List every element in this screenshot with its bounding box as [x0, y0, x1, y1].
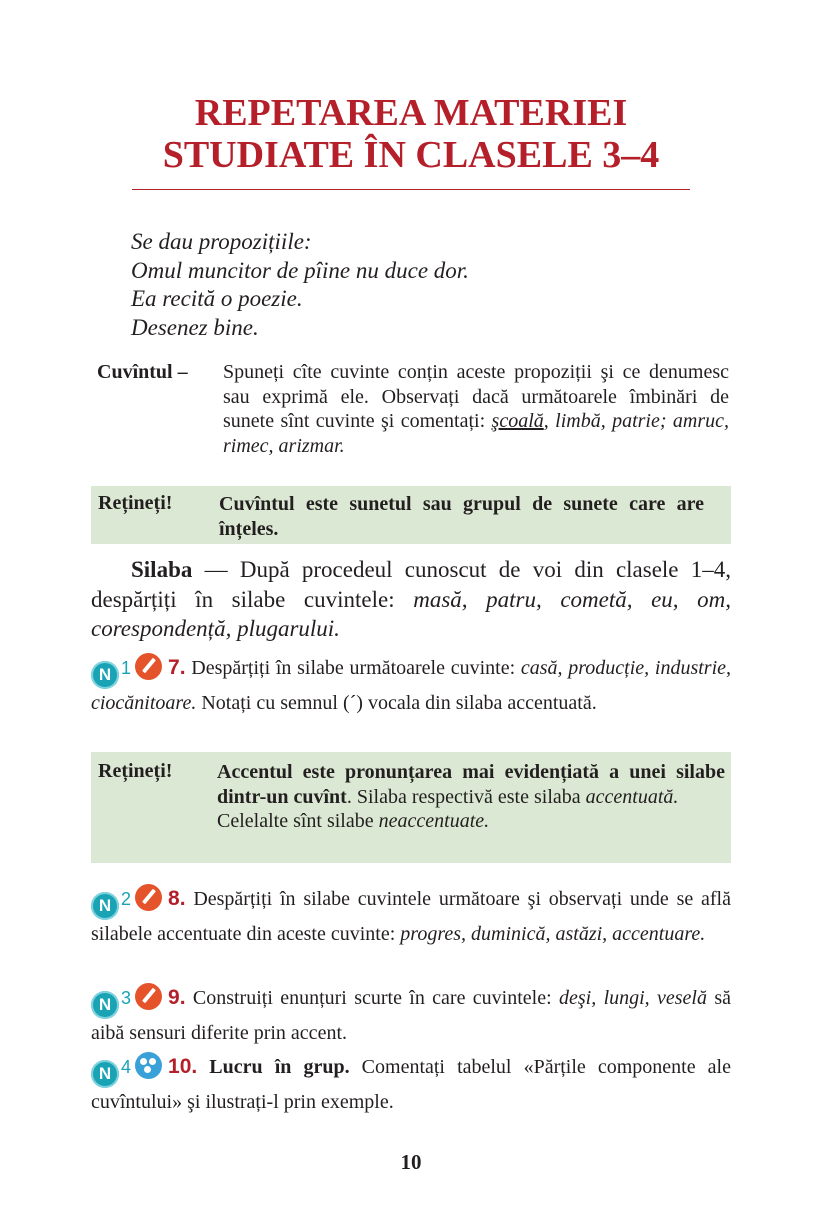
- n-level-icon: N: [91, 1060, 119, 1088]
- remember-text: [217, 760, 725, 834]
- exercise-text: Comentați tabelul «Părțile componente ale cuvîntului» şi ilustrați-l prin exemple.: [91, 1056, 731, 1113]
- group-work-label: Lucru în grup.: [197, 1056, 350, 1078]
- pencil-icon: [135, 884, 162, 911]
- exercise-8: [91, 884, 731, 949]
- unaccent-term: neaccentuate.: [378, 810, 490, 832]
- page-title: [0, 92, 822, 176]
- silaba-text: — După procedeul cunoscut de voi din clasele 1–4, despărțiți în silabe cuvintele:: [91, 557, 731, 612]
- remember-box-1: [91, 486, 731, 544]
- n-level-icon: N: [91, 892, 119, 920]
- word-section-label: Cuvîntul –: [97, 361, 188, 383]
- remember-box-2: [91, 752, 731, 863]
- exercise-number: 8.: [168, 887, 186, 910]
- exercise-7: [91, 653, 731, 718]
- given-sentence: Ea recită o poezie.: [131, 286, 303, 311]
- exercise-text: să aibă sensuri diferite prin accent.: [91, 987, 731, 1044]
- underlined-example: şcoală: [491, 410, 544, 432]
- exercise-number: 9.: [168, 986, 186, 1009]
- given-sentences: [131, 228, 469, 342]
- exercise-text: Construiți enunțuri scurte în care cuvintele:: [185, 987, 560, 1009]
- remember-text-part: . Silaba respectivă este silaba: [346, 785, 586, 808]
- pencil-icon: [135, 983, 162, 1010]
- pencil-icon: [135, 653, 162, 680]
- exercise-words: deşi, lungi, veselă: [559, 987, 707, 1009]
- given-sentence: Omul muncitor de pîine nu duce dor.: [131, 257, 469, 283]
- n-level-icon: N: [91, 661, 119, 689]
- word-section-instructions: Spuneți cîte cuvinte conțin aceste propoziții şi ce denumesc sau exprimă ele. Observați dacă următoarele îmbinări de sunete sînt cuvinte şi comentați:: [223, 361, 729, 432]
- level-number: 1: [121, 658, 132, 678]
- silaba-term: Silaba: [131, 557, 193, 582]
- word-section-text: [223, 360, 729, 458]
- title-line-2: STUDIATE ÎN CLASELE 3–4: [162, 134, 660, 176]
- silaba-paragraph: [91, 555, 731, 644]
- exercise-words: casă, producție, industrie, ciocănitoare.: [91, 657, 732, 714]
- remember-text-part: Celelalte sînt silabe: [217, 810, 379, 832]
- remember-text: Cuvîntul este sunetul sau grupul de sunete care are înțeles.: [219, 493, 704, 540]
- exercise-number: 7.: [168, 656, 186, 679]
- exercise-text: Despărțiți în silabe cuvintele următoare şi observați unde se află silabele accentuate din aceste cuvinte:: [91, 888, 731, 945]
- accent-definition: Accentul este pronunțarea mai evidențiată a unei silabe dintr-un cuvînt: [217, 761, 725, 808]
- exercise-10: [91, 1052, 731, 1117]
- n-level-icon: N: [91, 991, 119, 1019]
- remember-label: Rețineți!: [98, 492, 173, 514]
- level-number: 3: [121, 988, 132, 1008]
- level-number: 4: [121, 1057, 132, 1077]
- exercise-number: 10.: [168, 1055, 198, 1078]
- exercise-9: [91, 983, 731, 1048]
- title-line-1: REPETAREA MATERIEI: [194, 92, 628, 134]
- exercise-words: progres, duminică, astăzi, accentuare.: [400, 923, 706, 945]
- silaba-words: masă, patru, cometă, eu, om, corespondență, plugarului.: [91, 586, 732, 641]
- given-intro: Se dau propozițiile:: [131, 229, 312, 254]
- level-number: 2: [121, 889, 132, 909]
- remember-label: Rețineți!: [98, 760, 173, 782]
- word-examples: , limbă, patrie; amruc, rimec, arizmar.: [223, 410, 729, 457]
- title-underline: [132, 189, 690, 190]
- page-number: 10: [400, 1150, 422, 1174]
- exercise-text: Despărțiți în silabe următoarele cuvinte:: [185, 657, 521, 679]
- given-sentence: Desenez bine.: [131, 314, 259, 340]
- accent-term: accentuată.: [585, 785, 679, 808]
- exercise-text: Notați cu semnul (´) vocala din silaba accentuată.: [196, 692, 597, 714]
- group-work-icon: [135, 1052, 162, 1079]
